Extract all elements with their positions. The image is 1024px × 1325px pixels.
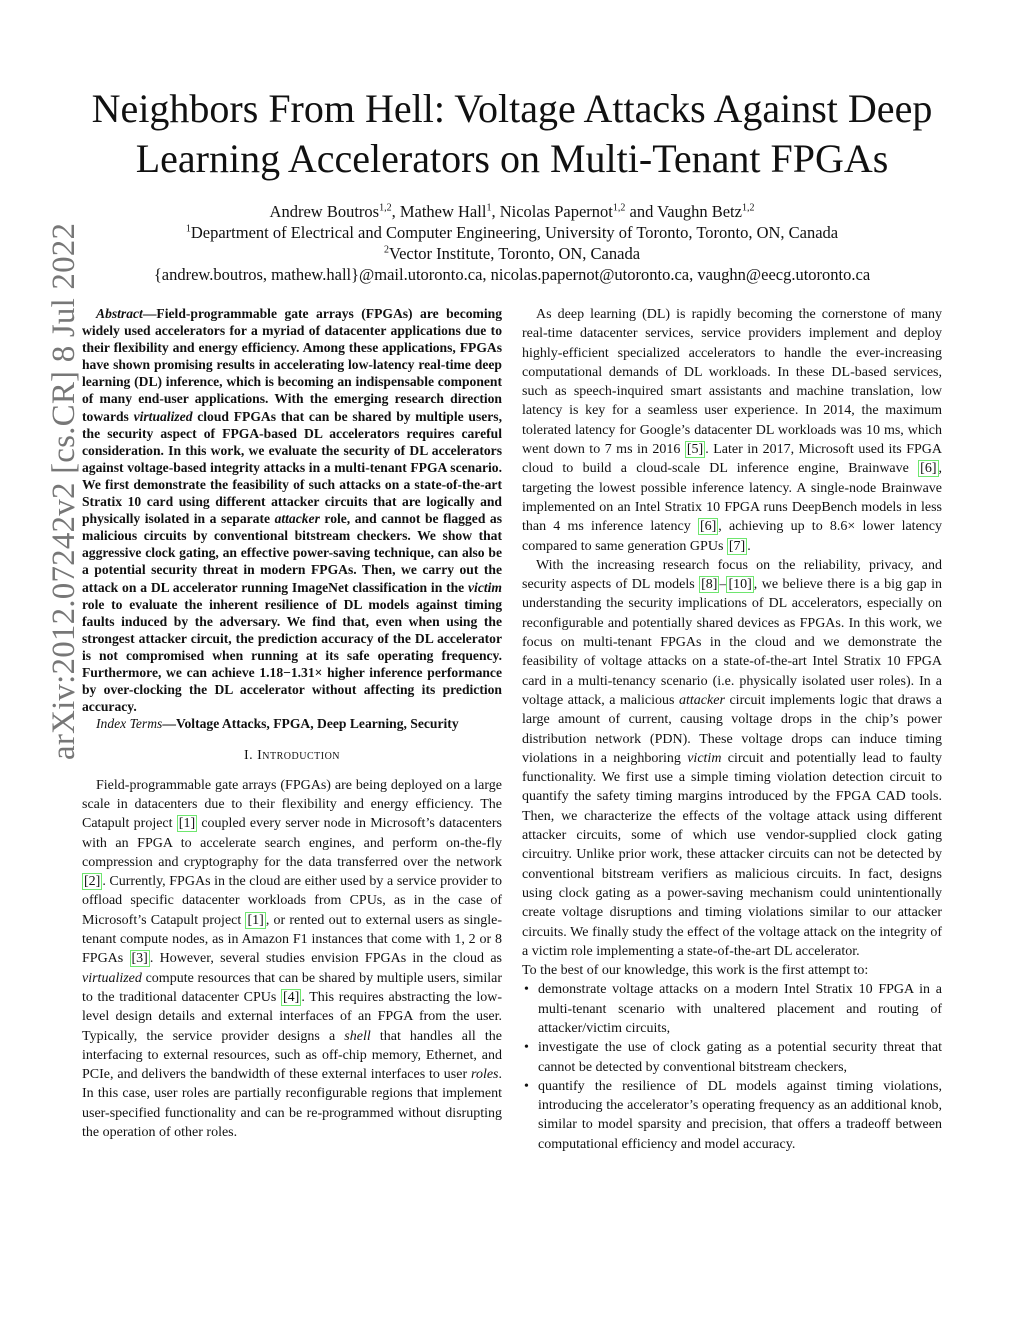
author-emails: {andrew.boutros, mathew.hall}@mail.utoronto.ca, nicolas.papernot@utoronto.ca, vaughn@eecg.utoronto.ca: [153, 265, 871, 284]
abstract-text: role, and cannot be flagged as malicious circuits by conventional bitstream checkers. We show that aggressive clock gating, an effective power-saving technique, can also be a potential security threat in modern FPGAs. Then, we carry out the attack on a DL accelerator running ImageNet classification in the: [82, 511, 502, 595]
abstract-text: cloud FPGAs that can be shared by multiple users, the security aspect of FPGA-based DL accelerators requires careful consideration. In this work, we evaluate the security of DL accelerators against voltage-based integrity attacks in a multi-tenant FPGA scenario. We first demonstrate the feasibility of such attacks on a state-of-the-art Stratix 10 card using different attacker circuits that are logically and physically isolated in a separate: [82, 408, 502, 527]
index-terms-text: —Voltage Attacks, FPGA, Deep Learning, Security: [162, 716, 459, 732]
emphasis: virtualized: [82, 970, 142, 986]
section-title: Introduction: [257, 748, 341, 764]
section-number: I.: [243, 748, 258, 764]
author-block: [60, 201, 964, 285]
list-item: • investigate the use of clock gating as a potential security threat that cannot be detected by conventional bitstream checkers,: [538, 1038, 942, 1077]
citation-link[interactable]: [8]: [701, 577, 718, 593]
emphasis: attacker: [679, 692, 725, 708]
right-column: [522, 305, 942, 1154]
affiliation-marker: 1,2: [379, 202, 392, 214]
contribution-list: [522, 980, 942, 1154]
author-name: Nicolas Papernot: [499, 202, 613, 221]
emphasis: shell: [344, 1028, 371, 1044]
author-names: [60, 201, 964, 222]
abstract-text: role to evaluate the inherent resilience of DL models against timing faults induced by the adversary. We find that, even when using the strongest attacker circuit, the prediction accuracy of the DL accelerator is not compromised when running at its safe operating frequency. Furthermore, we can achieve 1.18−1.31× higher inference performance by over-clocking the DL accelerator without affecting its prediction accuracy.: [82, 596, 502, 715]
paragraph-text: With the increasing research focus on the reliability, privacy, and security aspects of DL models: [522, 557, 942, 593]
citation-link[interactable]: [7]: [728, 538, 746, 554]
abstract-emphasis: victim: [468, 579, 502, 595]
paragraph-text: , we believe there is a big gap in understanding the security implications of DL accelerators, especially on reconfigurable and potentially shared devices as FPGAs. In this work, we focus on multi-tenant FPGAs in the cloud and we demonstrate the feasibility of voltage attacks on a state-of-the-art Intel Stratix 10 FPGA card in a multi-tenancy scenario (i.e. physically isolated user roles). In a voltage attack, a malicious: [522, 577, 942, 708]
abstract-emphasis: attacker: [274, 511, 320, 527]
citation-link[interactable]: [6]: [920, 461, 937, 477]
citation-link[interactable]: [5]: [686, 442, 704, 458]
paragraph-text: . Later in 2017, Microsoft used its FPGA cloud to build a cloud-scale DL inference engine, Brainwave: [522, 442, 942, 477]
paragraph-text: coupled every server node in Microsoft’s datacenters with an FPGA to accelerate search engines, and perform on-the-fly compression and cryptography for the data transferred over the network: [82, 816, 502, 870]
left-column: [82, 305, 502, 1142]
abstract-text: —Field-programmable gate arrays (FPGAs) are becoming widely used accelerators for a myriad of datacenter applications due to their flexibility and energy efficiency. Among these applications, FPGAs have shown promising results in accelerating low-latency real-time deep learning (DL) inference, which is becoming an indispensable component of many end-user applications. With the emerging research direction towards: [82, 306, 502, 424]
paragraph-text: , or rented out to external users as single-tenant compute nodes, as in Amazon F1 instances that come with 1, 2 or 8 FPGAs: [82, 912, 503, 967]
paragraph-text: .: [747, 538, 751, 554]
abstract-emphasis: virtualized: [133, 408, 193, 424]
citation-link[interactable]: [2]: [84, 874, 101, 890]
title-line-2: Learning Accelerators on Multi-Tenant FPGAs: [135, 136, 889, 181]
citation-link[interactable]: [4]: [282, 989, 300, 1005]
list-item: • demonstrate voltage attacks on a modern Intel Stratix 10 FPGA in a multi-tenant scenario with unaltered placement and routing of attacker/victim circuits,: [538, 980, 942, 1038]
affiliation-1: [60, 222, 964, 243]
paragraph-text: Field-programmable gate arrays (FPGAs) are being deployed on a large scale in datacenters due to their flexibility and energy efficiency. The Catapult project: [82, 777, 502, 832]
citation-link[interactable]: [10]: [728, 577, 752, 593]
section-heading: [82, 746, 502, 765]
author-name: Vaughn Betz: [657, 202, 742, 221]
citation-link[interactable]: [3]: [131, 951, 148, 967]
affiliation-text: Department of Electrical and Computer Engineering, University of Toronto, Toronto, ON, Canada: [190, 223, 839, 242]
author-separator: ,: [391, 202, 400, 221]
paragraph-text: , targeting the lowest possible inference latency. A single-node Brainwave implemented on an Intel Stratix 10 FPGA runs DeepBench models in less than 4 ms inference latency: [522, 461, 942, 535]
intro-paragraph: [522, 556, 942, 961]
paragraph-text: circuit implements logic that draws a large amount of current, causing voltage drops in the chip’s power distribution network (PDN). These voltage drops can induce timing violations in a neighboring: [522, 692, 942, 766]
affiliation-marker: 1,2: [612, 202, 626, 214]
title-line-1: Neighbors From Hell: Voltage Attacks Against Deep: [91, 86, 933, 131]
paragraph-text: . This requires abstracting the low-level design details and external interfaces of an FPGA from the user. Typically, the service provider designs a: [82, 989, 502, 1044]
emphasis: victim: [687, 750, 722, 766]
paragraph-text: that handles all the interfacing to external resources, such as off-chip memory, Ethernet, and PCIe, and delivers the bandwidth of these external interfaces to user: [82, 1028, 503, 1083]
affiliation-text: Vector Institute, Toronto, ON, Canada: [388, 244, 641, 263]
index-terms-label: Index Terms: [96, 716, 163, 732]
paragraph-text: . However, several studies envision FPGAs in the cloud as: [149, 951, 502, 967]
author-name: Andrew Boutros: [269, 202, 380, 221]
author-separator: and: [625, 202, 658, 221]
emphasis: roles: [471, 1067, 499, 1083]
arxiv-sidebar: [12, 0, 82, 1325]
paragraph-text: , achieving up to 8.6× lower latency compared to same generation GPUs: [522, 519, 942, 554]
citation-link[interactable]: [1]: [178, 816, 196, 832]
paragraph-text: circuit and potentially lead to faulty functionality. We first use a simple timing violation detection circuit to quantify the safety timing margins introduced by the FPGA CAD tools. Then, we characterize the effects of the voltage attack using different attacker circuits, some of which use vendor-supplied clock gating circuitry. Unlike prior work, these attacker circuits can not be detected by conventional bitstream verifiers as malicious circuits. In fact, designs using clock gating as a power-saving mechanism could unintentionally create voltage disruptions and timing violations similar to our attacker circuits. We finally study the effect of the voltage attack on the integrity of a victim role implementing a state-of-the-art DL accelerator.: [522, 750, 942, 959]
intro-paragraph: [522, 305, 942, 556]
intro-paragraph: To the best of our knowledge, this work is the first attempt to:: [522, 963, 869, 979]
citation-link[interactable]: [6]: [699, 519, 717, 535]
affiliation-2: [60, 243, 964, 264]
affiliation-marker: 1,2: [741, 202, 755, 214]
paragraph-text: –: [719, 577, 727, 593]
index-terms: [82, 715, 502, 732]
affiliation-marker: 1: [185, 223, 191, 235]
affiliation-marker: 2: [383, 244, 389, 256]
author-separator: ,: [491, 202, 500, 221]
author-name: Mathew Hall: [399, 202, 487, 221]
intro-paragraph: [82, 776, 502, 1143]
paragraph-text: . In this case, user roles are partially reconfigurable regions that implement user-specified functionality and can be re-programmed without disrupting the operation of other roles.: [82, 1067, 502, 1140]
paragraph-text: . Currently, FPGAs in the cloud are either used by a service provider to offload specific datacenter workloads from CPUs, as in the case of Microsoft’s Catapult project: [82, 874, 502, 928]
abstract: [82, 305, 502, 715]
affiliation-marker: 1: [486, 202, 492, 214]
list-item: • quantify the resilience of DL models against timing violations, introducing the accelerator’s operating frequency as an additional knob, similar to model sparsity and precision, that offers a tradeoff between computational efficiency and model accuracy.: [538, 1077, 942, 1154]
citation-link[interactable]: [1]: [247, 912, 264, 928]
arxiv-identifier: arXiv:2012.07242v2 [cs.CR] 8 Jul 2022: [46, 222, 82, 760]
paper-title: [60, 84, 964, 184]
paragraph-text: compute resources that can be shared by multiple users, similar to the traditional datacenter CPUs: [82, 970, 502, 1005]
abstract-label: Abstract: [96, 306, 143, 321]
paragraph-text: As deep learning (DL) is rapidly becoming the cornerstone of many real-time datacenter services, service providers implement and deploy highly-efficient specialized accelerators to handle the ever-increasing computational demands of DL workloads. In these DL-based services, such as speech-inquired smart assistants and machine translation, low latency is key for a seamless user experience. In 2014, the maximum tolerated latency for Google’s datacenter DL workloads was 10 ms, which went down to 7 ms in 2016: [522, 307, 942, 458]
